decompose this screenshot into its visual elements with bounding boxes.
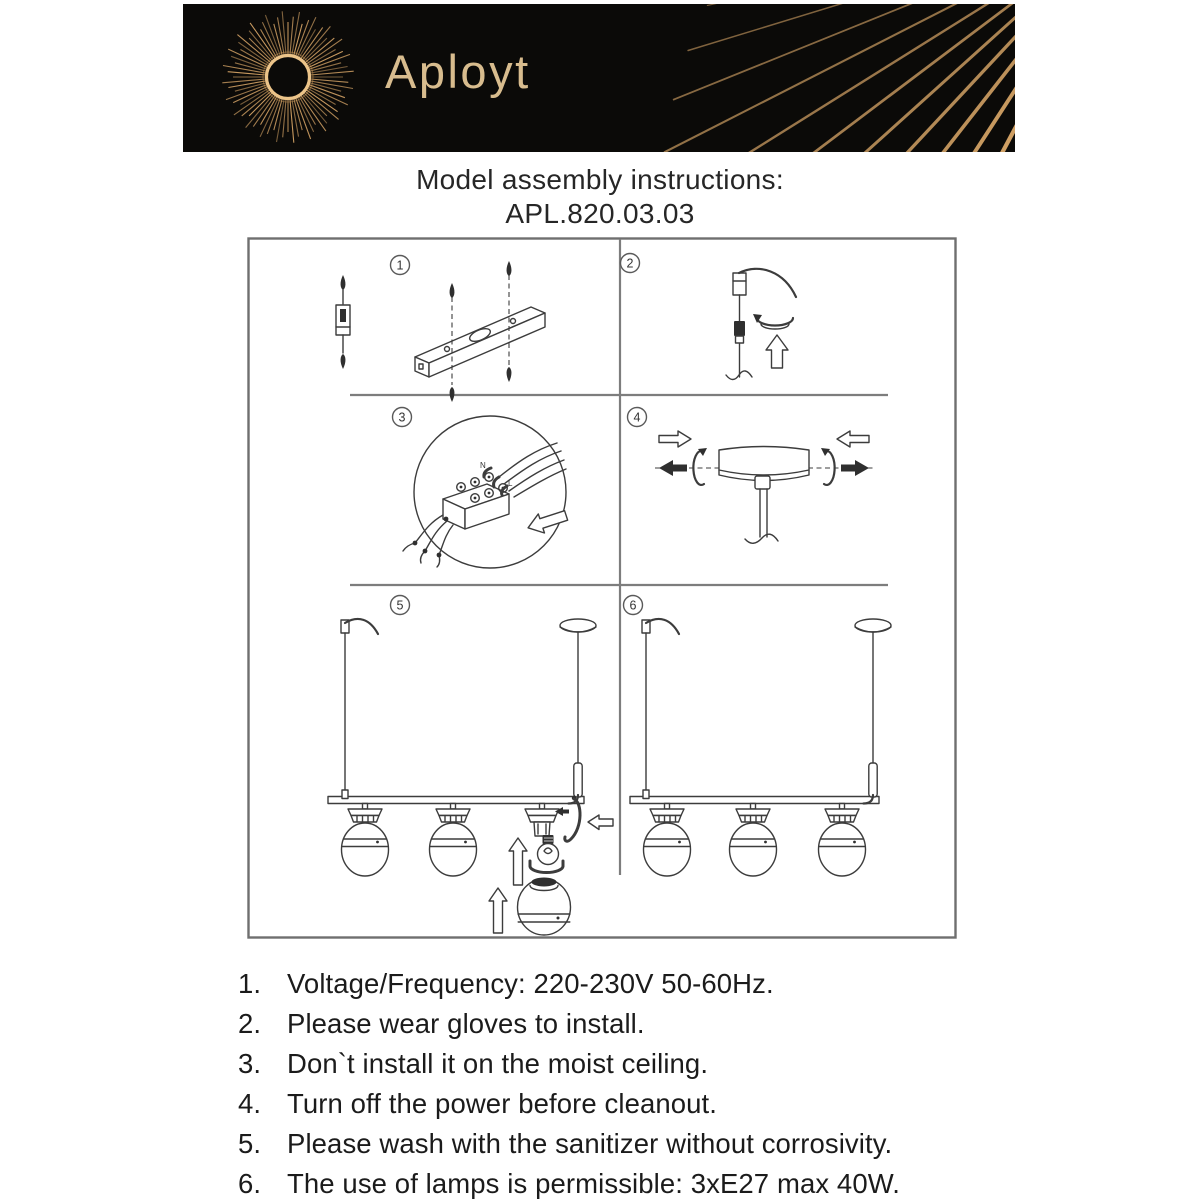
suspension-wire-icon	[341, 619, 378, 799]
glass-shade-icon	[730, 804, 777, 877]
rotation-arrow-right-icon	[821, 448, 835, 485]
panel-4-number-badge	[628, 408, 647, 427]
glass-shade-icon	[819, 804, 866, 877]
svg-text:4: 4	[633, 410, 641, 425]
instruction-item	[238, 1044, 998, 1084]
instruction-number: 2.	[238, 1008, 262, 1039]
instruction-text: Voltage/Frequency: 220-230V 50-60Hz.	[287, 968, 774, 999]
wire-label-n: N	[480, 461, 486, 470]
svg-text:6: 6	[629, 598, 637, 613]
glass-shade-icon	[342, 804, 389, 877]
up-arrow-icon	[489, 888, 507, 933]
canopy-rod-icon	[560, 619, 596, 804]
title-block	[0, 163, 1200, 231]
instruction-item	[238, 1124, 998, 1164]
glass-shade-icon	[430, 804, 477, 877]
inward-arrow-left-icon	[659, 431, 691, 447]
instruction-item	[238, 1084, 998, 1124]
suspension-wire-icon	[642, 619, 679, 799]
panel-5-number-badge	[391, 596, 410, 615]
instruction-number: 3.	[238, 1048, 262, 1079]
panel-6-number-badge	[624, 596, 643, 615]
svg-text:1: 1	[396, 258, 404, 273]
instruction-number: 5.	[238, 1128, 262, 1159]
fixture-bar	[630, 797, 879, 804]
canopy-rod-icon	[855, 619, 891, 804]
svg-text:5: 5	[396, 598, 404, 613]
instruction-text: The use of lamps is permissible: 3xE27 max 40W.	[287, 1168, 901, 1199]
inward-arrow-right-icon	[837, 431, 869, 447]
side-arrow-icon	[588, 815, 613, 830]
canopy-icon	[719, 447, 809, 544]
model-number: APL.820.03.03	[505, 198, 695, 229]
panel-5-shade-assembly	[328, 596, 613, 936]
brand-banner	[183, 4, 1015, 152]
assembly-diagram	[247, 237, 957, 939]
svg-text:3: 3	[398, 410, 406, 425]
wire-label-l: L	[508, 479, 513, 488]
up-arrow-icon	[766, 335, 788, 368]
instruction-item	[238, 964, 998, 1004]
open-socket-icon	[525, 804, 559, 837]
page-title: Model assembly instructions:	[416, 164, 784, 195]
banner-decoration	[183, 4, 1015, 152]
exploded-shade-icon	[518, 878, 571, 936]
panel-6-assembled-fixture	[624, 596, 892, 877]
svg-text:2: 2	[626, 256, 634, 271]
rotation-arrow-icon	[753, 314, 793, 329]
instruction-text: Please wash with the sanitizer without corrosivity.	[287, 1128, 893, 1159]
rotation-arrow-left-icon	[693, 448, 707, 485]
panel-4-canopy-fixing	[628, 408, 875, 544]
instruction-text: Please wear gloves to install.	[287, 1008, 645, 1039]
glass-shade-icon	[644, 804, 691, 877]
instruction-text: Turn off the power before cleanout.	[287, 1088, 718, 1119]
instruction-item	[238, 1004, 998, 1044]
panel-2-wire-adjustment	[621, 254, 797, 380]
corner-rays-icon	[662, 4, 1015, 152]
mounting-bracket-icon	[415, 261, 545, 402]
panel-3-number-badge	[393, 408, 412, 427]
instruction-text: Don`t install it on the moist ceiling.	[287, 1048, 709, 1079]
panel-2-number-badge	[621, 254, 640, 273]
panel-3-terminal-wiring	[393, 408, 570, 569]
panel-1-number-badge	[391, 256, 410, 275]
fixture-bar	[328, 797, 584, 804]
instruction-number: 4.	[238, 1088, 262, 1119]
outgoing-wires	[403, 515, 453, 567]
terminal-block-icon	[443, 473, 509, 529]
instruction-list	[238, 964, 998, 1204]
instruction-number: 1.	[238, 968, 262, 999]
bulb-icon	[538, 835, 559, 865]
sunburst-logo-icon	[222, 11, 353, 142]
instruction-item	[238, 1164, 998, 1204]
brand-wordmark: Aployt	[385, 45, 531, 98]
instruction-number: 6.	[238, 1168, 262, 1199]
left-arrow-icon	[525, 506, 569, 537]
up-arrow-icon	[509, 838, 527, 885]
panel-1-anchors-and-bracket	[336, 256, 545, 403]
black-arrow-right-icon	[841, 460, 869, 476]
black-arrow-left-icon	[659, 460, 687, 476]
wall-anchor-icon	[336, 275, 350, 369]
